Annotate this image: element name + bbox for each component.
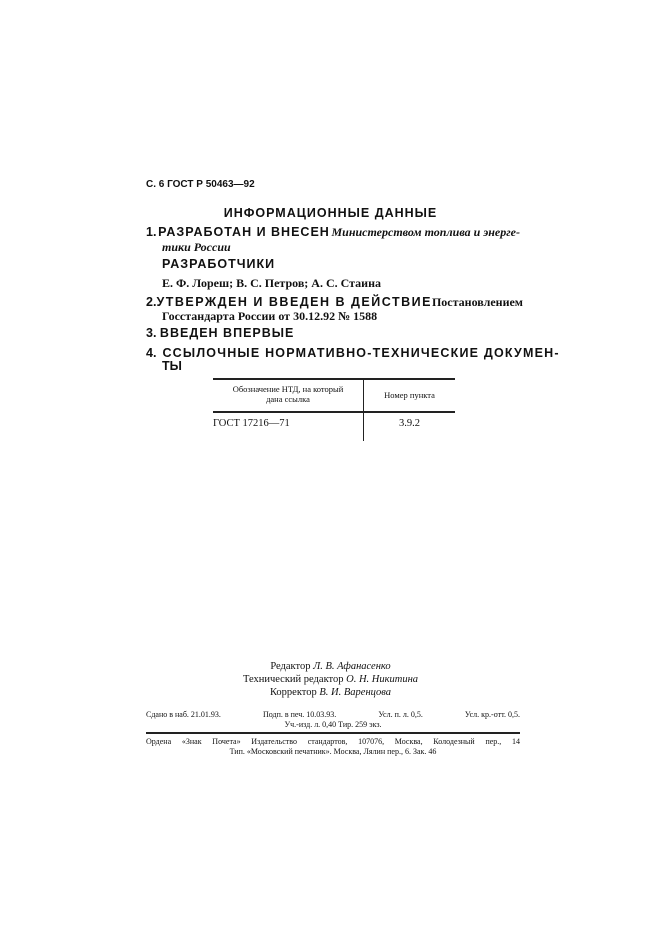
editor-line: Редактор Л. В. Афанасенко [270, 661, 391, 672]
item-2-cont: Госстандарта России от 30.12.92 № 1588 [162, 309, 378, 323]
item-1-cont: тики России [162, 240, 231, 254]
tech-editor-line: Технический редактор О. Н. Никитина [242, 674, 419, 685]
item-4-cont: ТЫ [162, 359, 182, 373]
imprint-line-4: Тип. «Московский печатник». Москва, Лялин пер., 6. Зак. 46 [229, 747, 437, 756]
table-cell-doc: ГОСТ 17216—71 [213, 418, 290, 429]
imprint-line-1: Сдано в наб. 21.01.93. Подп. в печ. 10.03.93. Усл. п. л. 0,5. Усл. кр.-отт. 0,5. [146, 710, 520, 719]
imprint-line-3: Ордена «Знак Почета» Издательство стандартов, 107076, Москва, Колодезный пер., 14 [146, 737, 520, 746]
section-title: ИНФОРМАЦИОННЫЕ ДАННЫЕ [223, 206, 438, 220]
developers-heading: РАЗРАБОТЧИКИ [162, 257, 276, 271]
corrector-line: Корректор В. И. Варенцова [269, 687, 392, 698]
developers-names: Е. Ф. Лореш; В. С. Петров; А. С. Стаина [162, 276, 382, 290]
item-3: 3. ВВЕДЕН ВПЕРВЫЕ [146, 326, 295, 340]
item-1: 1. РАЗРАБОТАН И ВНЕСЕН Министерством топлива и энерге- [146, 225, 520, 239]
item-4: 4. ССЫЛОЧНЫЕ НОРМАТИВНО-ТЕХНИЧЕСКИЕ ДОКУМЕН- [146, 346, 560, 360]
table-cell-clause: 3.9.2 [399, 418, 420, 429]
table-header-clause: Номер пункта [384, 390, 435, 400]
item-2: 2. УТВЕРЖДЕН И ВВЕДЕН В ДЕЙСТВИЕ Постановлением [146, 295, 523, 309]
imprint-line-2: Уч.-изд. л. 0,40 Тир. 259 экз. [284, 720, 382, 729]
page-header: С. 6 ГОСТ Р 50463—92 [146, 179, 255, 190]
table-header-designation: Обозначение НТД, на который дана ссылка [232, 384, 344, 404]
